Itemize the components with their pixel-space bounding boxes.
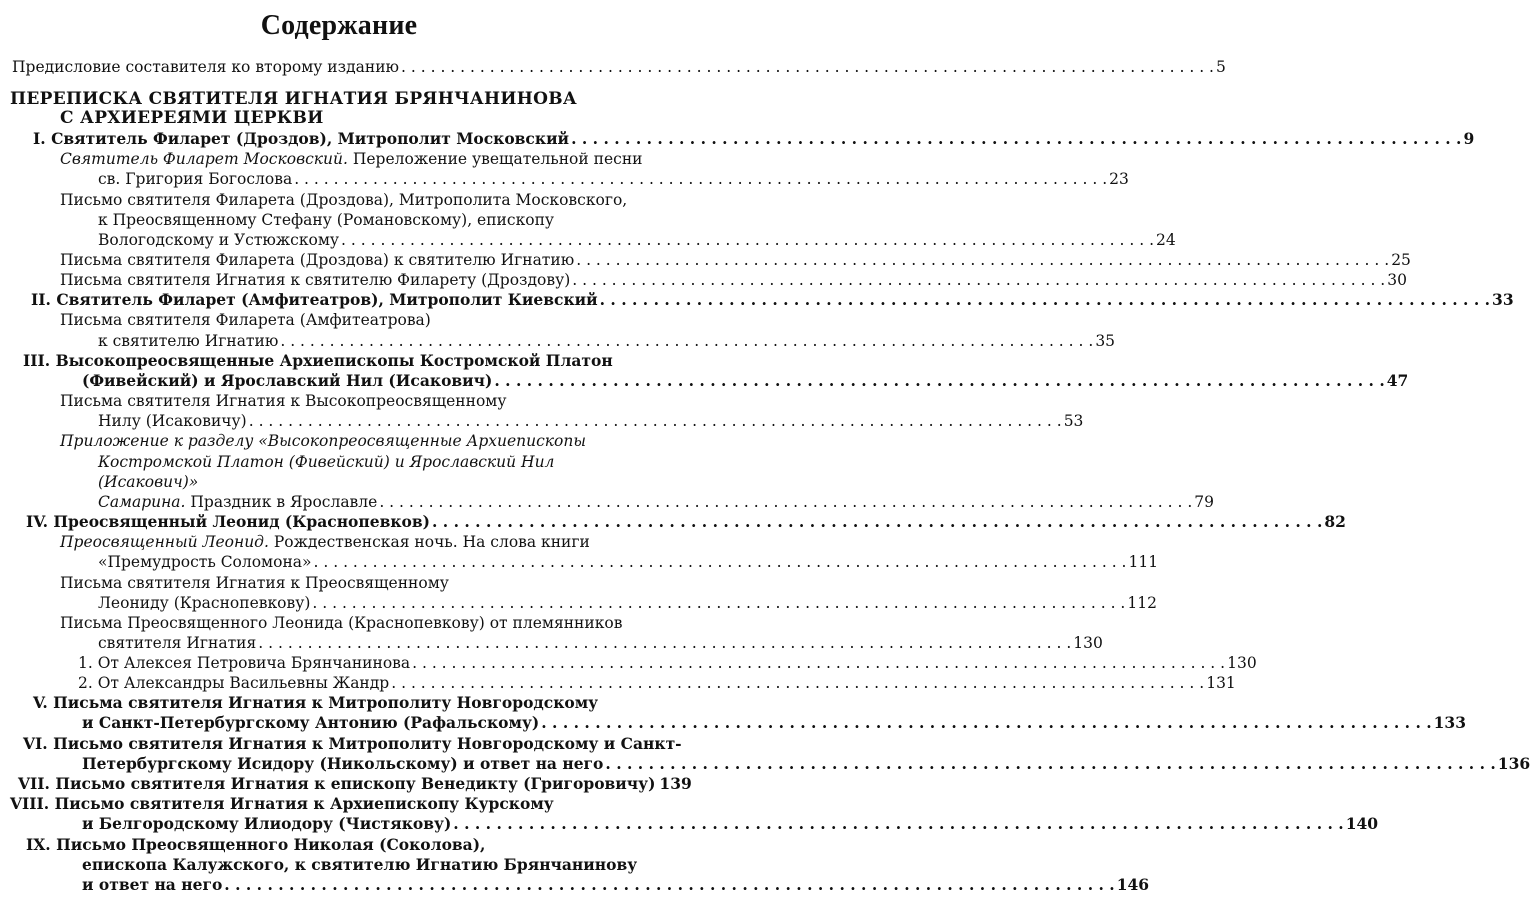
section-title: Письмо святителя Игнатия к епископу Венедикту (Григоровичу) (55, 774, 656, 793)
page-number: 35 (1095, 332, 1116, 350)
toc-entry-line (60, 148, 643, 170)
entry-text: Нилу (Исаковичу) (98, 412, 247, 430)
section-title: Письмо святителя Игнатия к Митрополиту Новгородскому и Санкт- (53, 734, 682, 753)
entry-text: к святителю Игнатию (98, 332, 279, 350)
toc-entry[interactable] (98, 491, 1215, 513)
entry-text: святителя Игнатия (98, 634, 257, 652)
toc-entry[interactable] (98, 168, 1129, 190)
part-heading-line-1: ПЕРЕПИСКА СВЯТИТЕЛЯ ИГНАТИЯ БРЯНЧАНИНОВА (10, 89, 578, 109)
entry-text: Письма святителя Игнатия к святителю Филарету (Дроздову) (60, 271, 571, 289)
page-number: 136 (1497, 754, 1530, 773)
page-number: 5 (1216, 58, 1226, 76)
page-number: 130 (1073, 634, 1103, 652)
toc-section-8-line-2[interactable] (82, 813, 1379, 835)
toc-entry[interactable] (98, 632, 1103, 654)
dot-leader (224, 874, 1114, 896)
section-title: Преосвященный Леонид (Краснопевков) (53, 512, 430, 531)
section-title: Святитель Филарет (Дроздов), Митрополит Московский (51, 129, 570, 148)
dot-leader (258, 632, 1071, 654)
page-number: 112 (1127, 594, 1157, 612)
page-number: 140 (1345, 814, 1379, 833)
dot-leader (280, 330, 1093, 352)
section-number: V. (33, 693, 48, 712)
toc-entry[interactable] (98, 551, 1159, 573)
dot-leader (341, 229, 1154, 251)
dot-leader (391, 672, 1204, 694)
dot-leader (576, 249, 1389, 271)
page-number: 47 (1386, 371, 1409, 390)
page-number: 30 (1387, 271, 1407, 289)
toc-section-6[interactable] (23, 733, 682, 755)
dot-leader (312, 592, 1125, 614)
dot-leader (600, 289, 1490, 311)
section-title: Письмо святителя Игнатия к Архиепископу Курскому (54, 794, 554, 813)
page-number: 111 (1128, 553, 1159, 571)
dot-leader (571, 128, 1461, 150)
entry-text: Письма святителя Филарета (Дроздова) к святителю Игнатию (60, 251, 575, 269)
entry-author: Самарина. (98, 493, 186, 511)
toc-section-6-line-2[interactable] (82, 753, 1530, 775)
section-title: Высокопреосвященные Архиепископы Костромской Платон (55, 351, 613, 370)
toc-entry-line (60, 531, 590, 553)
page-number: 24 (1156, 231, 1176, 249)
section-title: и ответ на него (82, 875, 223, 894)
dot-leader (314, 551, 1127, 573)
entry-text: Рождественская ночь. На слова книги (268, 533, 590, 551)
toc-entry-line: Приложение к разделу «Высокопреосвященные Архиепископы (60, 432, 586, 450)
entry-text: Переложение увещательной песни (347, 150, 643, 168)
toc-entry-line: к Преосвященному Стефану (Романовскому), епископу (98, 211, 555, 229)
toc-section-3-line-2[interactable] (82, 370, 1409, 392)
entry-text: Вологодскому и Устюжскому (98, 231, 340, 249)
dot-leader (432, 511, 1322, 533)
page-number: 133 (1433, 713, 1466, 732)
page-number: 25 (1391, 251, 1411, 269)
entry-text: «Премудрость Соломона» (98, 553, 312, 571)
toc-entry[interactable] (60, 269, 1407, 291)
section-title: (Фивейский) и Ярославский Нил (Исакович) (82, 371, 493, 390)
page-number: 53 (1063, 412, 1084, 430)
page-number: 23 (1109, 170, 1129, 188)
page-number: 82 (1324, 512, 1346, 531)
toc-section-8[interactable] (10, 793, 554, 815)
page-number: 139 (659, 774, 692, 793)
dot-leader (541, 712, 1431, 734)
dot-leader (605, 753, 1495, 775)
toc-entry-line: Письмо святителя Филарета (Дроздова), Митрополита Московского, (60, 191, 628, 209)
toc-entry-line: Письма святителя Игнатия к Высокопреосвященному (60, 392, 507, 410)
page-number: 130 (1227, 654, 1257, 672)
toc-entry-line: Костромской Платон (Фивейский) и Ярославский Нил (98, 453, 555, 471)
dot-leader (294, 168, 1107, 190)
section-number: VI. (23, 734, 48, 753)
part-heading-line-2: С АРХИЕРЕЯМИ ЦЕРКВИ (60, 108, 324, 128)
toc-section-3[interactable] (23, 350, 613, 372)
dot-leader (379, 491, 1192, 513)
section-title: Святитель Филарет (Амфитеатров), Митрополит Киевский (56, 290, 598, 309)
section-number: II. (31, 290, 51, 309)
section-number: VIII. (10, 794, 50, 813)
toc-entry[interactable] (98, 410, 1084, 432)
section-number: III. (23, 351, 51, 370)
toc-entry[interactable] (78, 652, 1257, 674)
toc-section-4[interactable] (26, 511, 1346, 533)
entry-author: Преосвященный Леонид. (60, 533, 269, 551)
section-title: Письмо Преосвященного Николая (Соколова), (56, 835, 486, 854)
toc-section-9-line-2: епископа Калужского, к святителю Игнатию Брянчанинову (82, 855, 638, 874)
toc-section-5-line-2[interactable] (82, 712, 1466, 734)
entry-text: Праздник в Ярославле (185, 493, 378, 511)
dot-leader (453, 813, 1343, 835)
section-number: IX. (26, 835, 51, 854)
dot-leader (412, 652, 1225, 674)
page-number: 146 (1116, 875, 1150, 894)
dot-leader (572, 269, 1385, 291)
toc-entry-line: Письма Преосвященного Леонида (Краснопевкову) от племянников (60, 614, 623, 632)
entry-text: Предисловие составителя ко второму изданию (12, 58, 400, 76)
toc-section-7[interactable] (18, 773, 692, 795)
entry-text: 1. От Алексея Петровича Брянчанинова (78, 654, 411, 672)
entry-author: Святитель Филарет Московский. (60, 150, 348, 168)
toc-section-2[interactable] (31, 289, 1514, 311)
toc-entry-line: Письма святителя Игнатия к Преосвященному (60, 574, 449, 592)
toc-entry-line: Письма святителя Филарета (Амфитеатрова) (60, 311, 431, 329)
toc-section-9-line-3[interactable] (82, 874, 1150, 896)
page-title: Содержание (260, 10, 418, 41)
page-number: 33 (1492, 290, 1514, 309)
toc-entry[interactable] (98, 229, 1176, 251)
entry-text: 2. От Александры Васильевны Жандр (78, 674, 390, 692)
dot-leader (401, 56, 1214, 78)
toc-section-5[interactable] (33, 692, 598, 714)
toc-section-9[interactable] (26, 834, 485, 856)
section-title: и Санкт-Петербургскому Антонию (Рафальскому) (82, 713, 540, 732)
section-title: и Белгородскому Илиодору (Чистякову) (82, 814, 452, 833)
dot-leader (494, 370, 1384, 392)
section-title: Петербургскому Исидору (Никольскому) и ответ на него (82, 754, 604, 773)
section-title: Письма святителя Игнатия к Митрополиту Новгородскому (53, 693, 599, 712)
toc-entry[interactable] (60, 249, 1411, 271)
section-number: I. (33, 129, 46, 148)
toc-entry-preface[interactable] (12, 56, 1226, 78)
toc-entry[interactable] (98, 592, 1157, 614)
entry-text: св. Григория Богослова (98, 170, 293, 188)
page-number: 79 (1194, 493, 1215, 511)
toc-entry[interactable] (98, 330, 1116, 352)
toc-entry-line: (Исакович)» (98, 473, 199, 491)
section-number: IV. (26, 512, 48, 531)
toc-section-1[interactable] (33, 128, 1475, 150)
entry-text: Леониду (Краснопевкову) (98, 594, 311, 612)
page-number: 131 (1206, 674, 1236, 692)
dot-leader (249, 410, 1062, 432)
page-number: 9 (1463, 129, 1475, 148)
toc-entry[interactable] (78, 672, 1236, 694)
section-number: VII. (18, 774, 50, 793)
